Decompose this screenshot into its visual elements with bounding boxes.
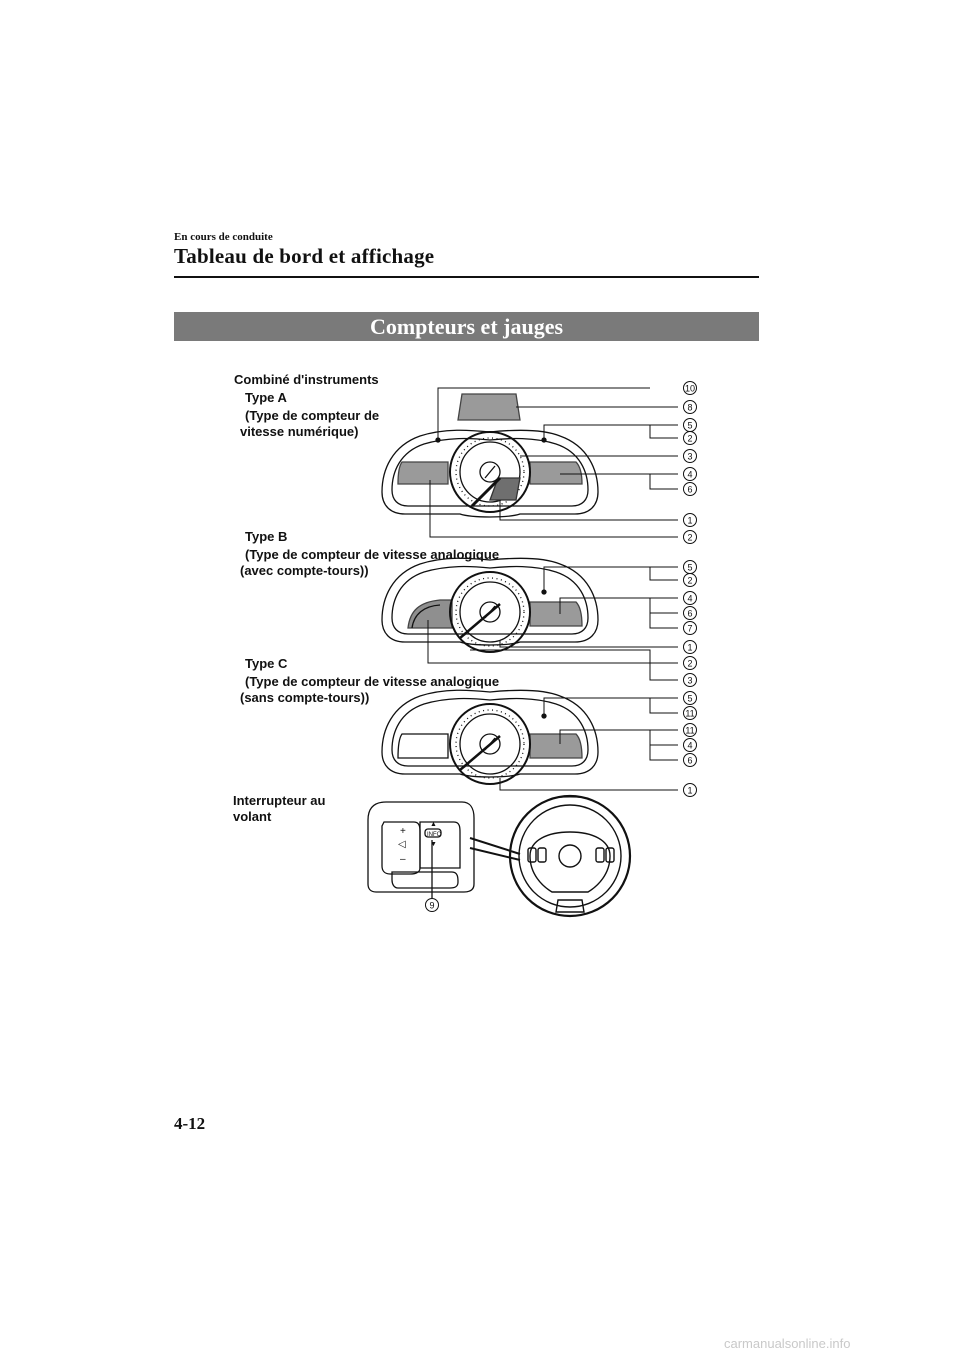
type-b-desc-1: (Type de compteur de vitesse analogique xyxy=(245,547,500,562)
callout-c-text-2: 11 xyxy=(685,708,695,719)
cluster-type-b xyxy=(382,558,598,652)
callout-b-text-5: 7 xyxy=(687,623,693,634)
callout-a-text-6: 4 xyxy=(687,469,693,480)
callout-b-text-7: 2 xyxy=(687,658,693,669)
callout-a-text-7: 6 xyxy=(687,484,693,495)
type-c-desc-2: (sans compte-tours)) xyxy=(240,690,370,705)
callout-a-text-1: 10 xyxy=(684,383,696,394)
svg-text:+: + xyxy=(400,826,406,837)
callout-b-text-1: 5 xyxy=(687,562,693,573)
callout-c-text-3: 11 xyxy=(685,725,695,736)
watermark: carmanualsonline.info xyxy=(724,1336,851,1351)
type-a-desc-1: (Type de compteur de xyxy=(245,408,380,423)
svg-text:–: – xyxy=(400,854,406,865)
info-button-text: INFO xyxy=(427,832,442,838)
callout-a-text-3: 5 xyxy=(687,420,693,431)
steering-wheel xyxy=(510,796,630,916)
callout-c-text-1: 5 xyxy=(687,693,693,704)
callout-c-text-5: 6 xyxy=(687,755,693,766)
svg-text:▼: ▼ xyxy=(430,841,437,848)
callout-a-text-5: 3 xyxy=(687,451,693,462)
section-banner: Compteurs et jauges xyxy=(174,312,759,341)
section-label: En cours de conduite xyxy=(174,231,273,243)
callout-a-text-8: 1 xyxy=(687,515,693,526)
svg-text:◁: ◁ xyxy=(398,839,406,850)
switch-label-1: Interrupteur au xyxy=(233,793,326,808)
type-b-label: Type B xyxy=(245,529,288,544)
type-a-label: Type A xyxy=(245,390,287,405)
callout-c-text-4: 4 xyxy=(687,740,693,751)
type-c-label: Type C xyxy=(245,656,288,671)
steering-switch-detail xyxy=(368,802,520,898)
switch-label-2: volant xyxy=(233,809,272,824)
leaders-type-c xyxy=(500,698,678,790)
callout-b-text-3: 4 xyxy=(687,593,693,604)
cluster-type-c xyxy=(382,690,598,784)
callout-a-text-2: 8 xyxy=(687,402,693,413)
type-b-desc-2: (avec compte-tours)) xyxy=(240,563,369,578)
svg-text:▲: ▲ xyxy=(430,821,437,828)
chapter-title: Tableau de bord et affichage xyxy=(174,244,435,268)
callout-b-text-4: 6 xyxy=(687,608,693,619)
callout-a-text-9: 2 xyxy=(687,532,693,543)
callout-switch-text: 9 xyxy=(429,900,435,911)
callout-b-text-2: 2 xyxy=(687,575,693,586)
type-c-desc-1: (Type de compteur de vitesse analogique xyxy=(245,674,500,689)
active-driving-display xyxy=(458,394,520,420)
callout-c-text-6: 1 xyxy=(687,785,693,796)
cluster-label: Combiné d'instruments xyxy=(234,372,379,387)
type-a-desc-2: vitesse numérique) xyxy=(240,424,359,439)
callout-b-text-6: 1 xyxy=(687,642,693,653)
callout-b-text-8: 3 xyxy=(687,675,693,686)
page-number: 4-12 xyxy=(174,1114,206,1133)
callout-a-text-4: 2 xyxy=(687,433,693,444)
